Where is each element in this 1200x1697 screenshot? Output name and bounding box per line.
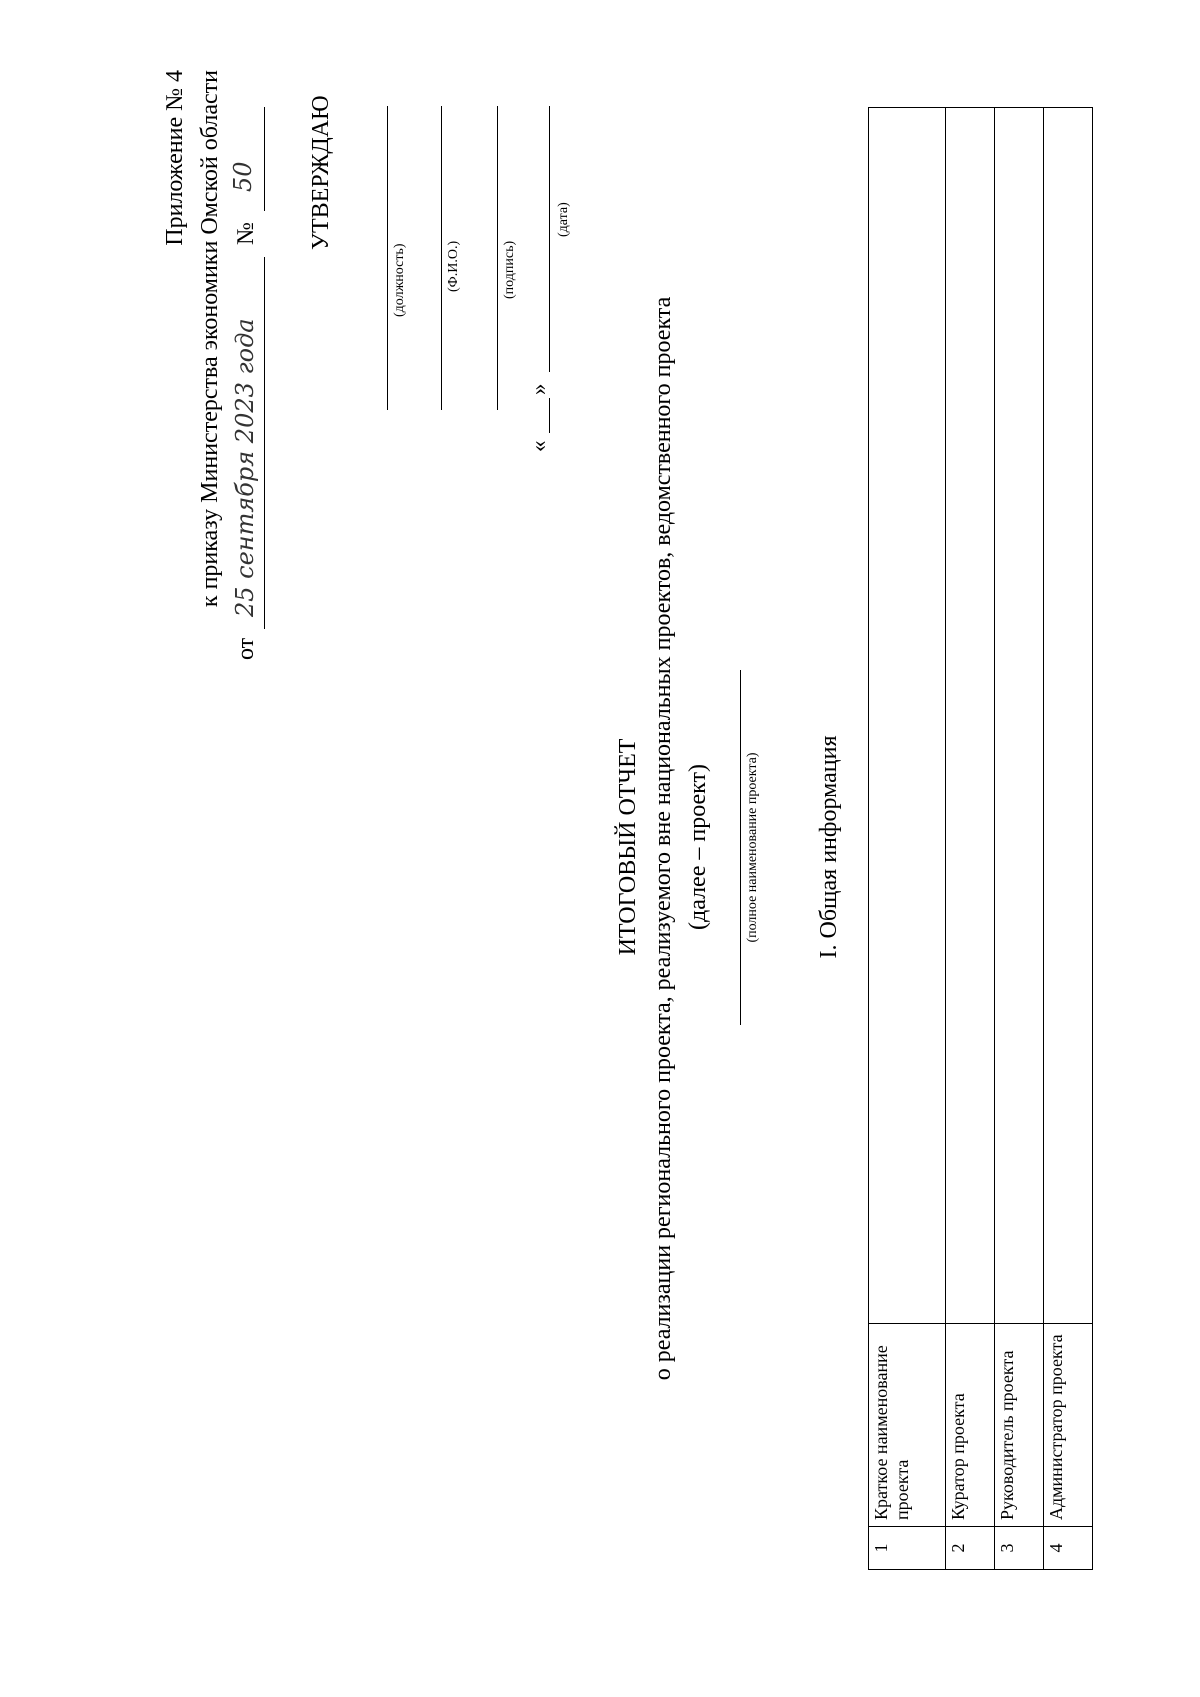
table-row (946, 108, 995, 1570)
approval-date-line (549, 106, 550, 372)
general-info-table (868, 107, 1093, 1570)
report-name-caption: (полное наименование проекта) (745, 752, 760, 943)
row-number: 1 (869, 1527, 946, 1570)
approval-fio-caption: (Ф.И.О.) (446, 240, 461, 292)
appendix-line2: к приказу Министерства экономики Омской области (197, 70, 223, 608)
row-value[interactable] (1044, 108, 1093, 1324)
appendix-number-handwritten: 50 (229, 161, 257, 192)
approval-position-caption: (должность) (392, 243, 407, 317)
row-label: Куратор проекта (946, 1324, 995, 1527)
table-row (869, 108, 946, 1570)
row-label: Руководитель проекта (995, 1324, 1044, 1527)
appendix-from-label: от (233, 637, 259, 660)
row-value[interactable] (869, 108, 946, 1324)
approval-date-caption: (дата) (556, 202, 571, 237)
approval-signature-line (497, 106, 498, 410)
approval-fio-line (441, 106, 442, 410)
appendix-date-handwritten: 25 сентября 2023 года (231, 318, 259, 617)
report-note: (далее – проект) (685, 764, 711, 930)
row-number: 2 (946, 1527, 995, 1570)
row-label: Администратор проекта (1044, 1324, 1093, 1527)
row-value[interactable] (946, 108, 995, 1324)
approval-date-open-quote: « (526, 440, 551, 452)
appendix-number-underline (264, 107, 265, 211)
appendix-line1: Приложение № 4 (162, 70, 188, 246)
section1-heading: I. Общая информация (816, 735, 842, 959)
table-row (1044, 108, 1093, 1570)
approval-signature-caption: (подпись) (502, 240, 517, 299)
appendix-number-label: № (233, 222, 259, 245)
approval-day-line (549, 398, 550, 433)
report-subtitle: о реализации регионального проекта, реализуемого вне национальных проектов, ведомственного проекта (650, 296, 676, 1381)
row-number: 4 (1044, 1527, 1093, 1570)
row-label: Краткое наименование проекта (869, 1324, 946, 1527)
appendix-date-underline (264, 257, 265, 629)
approval-title: УТВЕРЖДАЮ (308, 95, 334, 250)
report-title: ИТОГОВЫЙ ОТЧЕТ (615, 738, 641, 956)
report-name-line (740, 670, 741, 1025)
row-number: 3 (995, 1527, 1044, 1570)
table-row (995, 108, 1044, 1570)
approval-position-line (387, 106, 388, 410)
row-value[interactable] (995, 108, 1044, 1324)
approval-date-close-quote: » (526, 383, 551, 395)
